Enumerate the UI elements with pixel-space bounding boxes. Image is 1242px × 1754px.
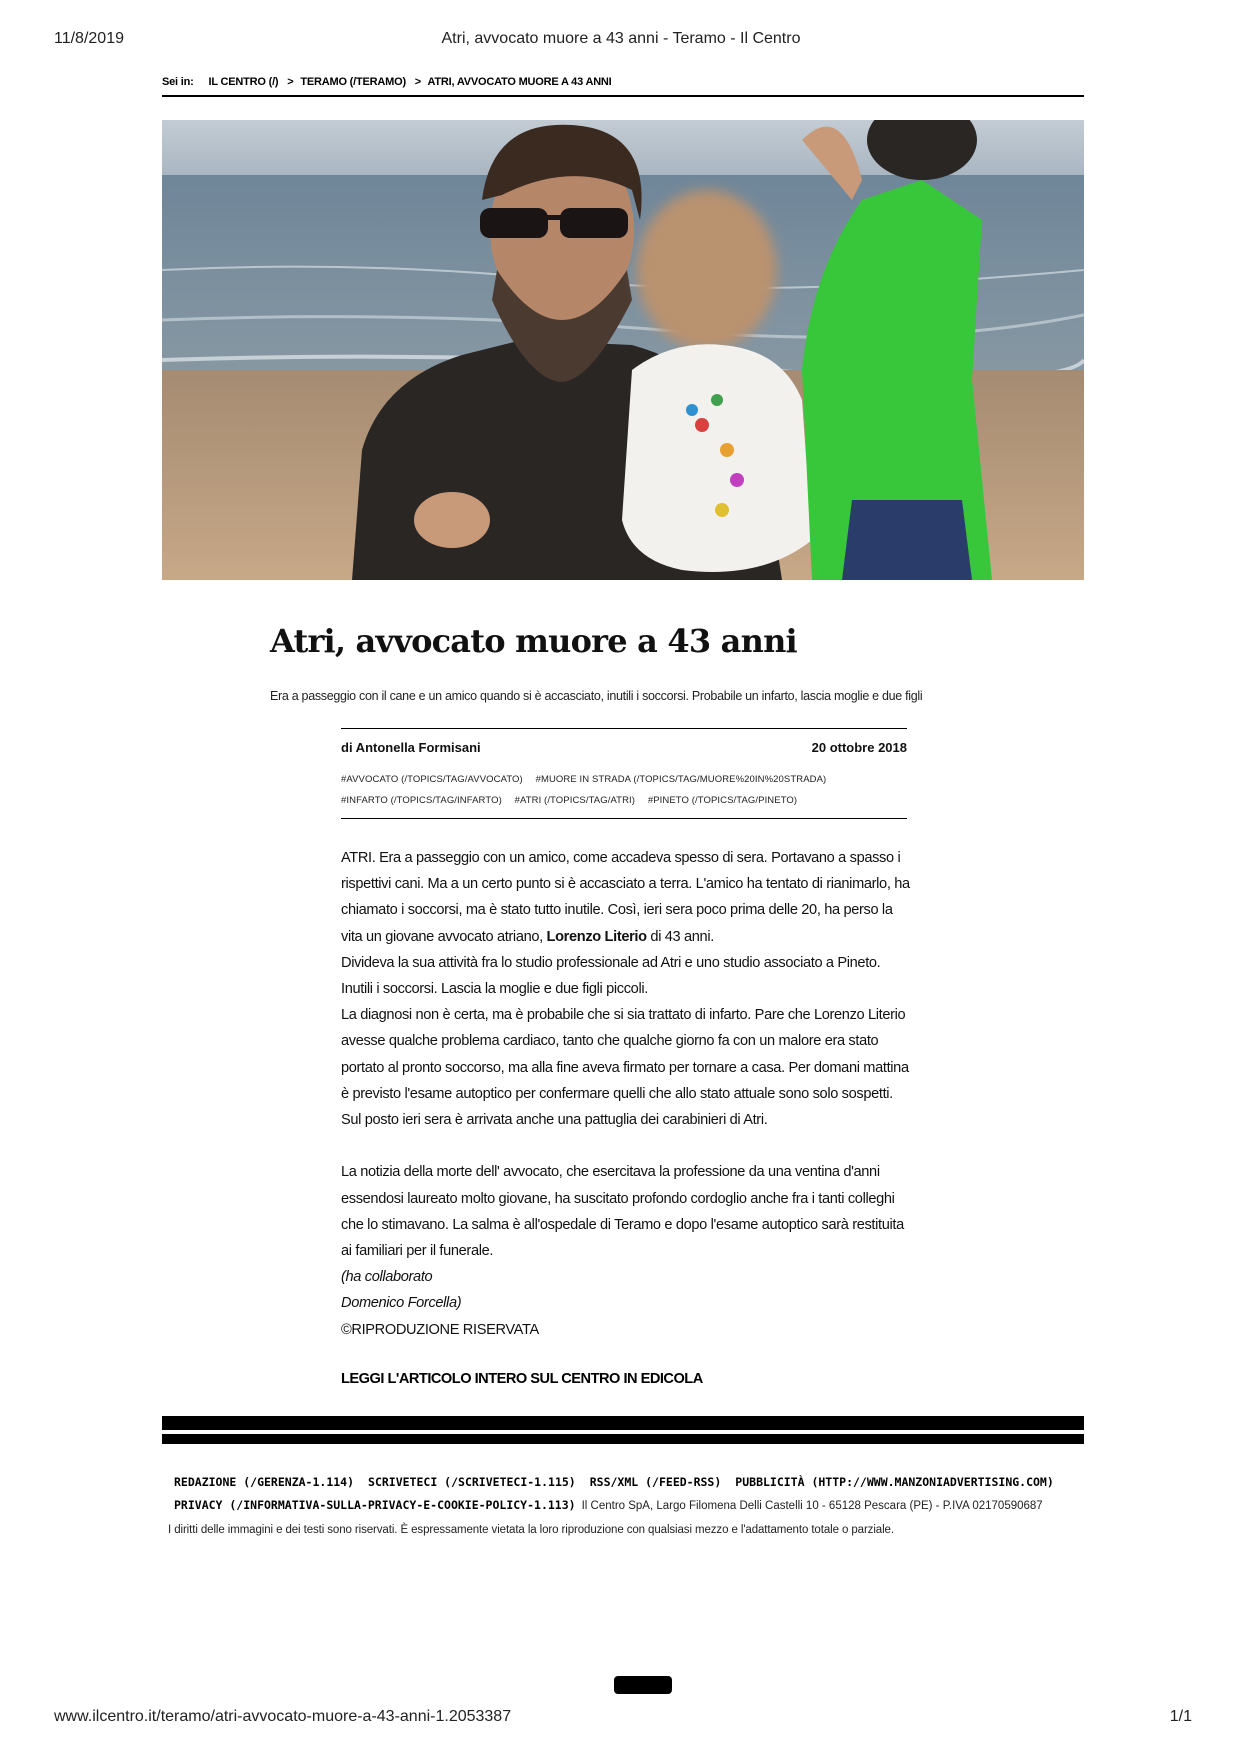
- footer-links: [174, 1471, 1074, 1518]
- article-body: [341, 845, 911, 1343]
- footer-link-rss[interactable]: RSS/XML (/FEED-RSS): [589, 1475, 722, 1489]
- footer-link-scriveteci[interactable]: SCRIVETECI (/SCRIVETECI-1.115): [368, 1475, 576, 1489]
- breadcrumb-item-home[interactable]: IL CENTRO (/): [208, 76, 279, 88]
- read-full-article-link[interactable]: LEGGI L'ARTICOLO INTERO SUL CENTRO IN EDICOLA: [341, 1371, 703, 1387]
- article-paragraph: Inutili i soccorsi. Lascia la moglie e due figli piccoli.: [341, 981, 648, 998]
- tag-list-row1: [341, 774, 907, 785]
- footer-company-info: Il Centro SpA, Largo Filomena Delli Castelli 10 - 65128 Pescara (PE) - P.IVA 02170590687: [581, 1500, 1043, 1512]
- breadcrumb-item-current: ATRI, AVVOCATO MUORE A 43 ANNI: [427, 76, 612, 88]
- hero-photo: [162, 120, 1084, 580]
- breadcrumb: [162, 76, 1084, 88]
- breadcrumb-separator: >: [414, 76, 422, 88]
- footer-links-row1: [174, 1471, 1074, 1494]
- tag-pineto[interactable]: #PINETO (/TOPICS/TAG/PINETO): [647, 795, 798, 806]
- paragraph-gap: [341, 1133, 911, 1159]
- article-paragraph: La diagnosi non è certa, ma è probabile che si sia trattato di infarto. Pare che Lorenzo Literio avesse qualche problema cardiaco, tanto che qualche giorno fa con un malore era stato portato al pronto soccorso, ma alla fine aveva firmato per tornare a casa. Per domani mattina è previsto l'esame autoptico per confermare quelli che allo stato attuale sono solo sospetti. Sul posto ieri sera è arrivata anche una pattuglia dei carabinieri di Atri.: [341, 1007, 909, 1129]
- meta-divider-top: [341, 728, 907, 729]
- credit-line: (ha collaborato: [341, 1269, 433, 1286]
- copyright-notice: ©RIPRODUZIONE RISERVATA: [341, 1321, 539, 1338]
- credit-line: Domenico Forcella): [341, 1295, 462, 1312]
- article-text: ATRI. Era a passeggio con un amico, come accadeva spesso di sera. Portavano a spasso i rispettivi cani. Ma a un certo punto si è accasciato a terra. L'amico ha tentato di rianimarlo, ha chiamato i soccorsi, ma è stato tutto inutile. Così, ieri sera poco prima delle 20, ha perso la vita un giovane avvocato atriano,: [341, 850, 910, 945]
- footer-band: [162, 1434, 1084, 1444]
- person-name: Lorenzo Literio: [546, 928, 647, 945]
- footer-link-privacy[interactable]: PRIVACY (/INFORMATIVA-SULLA-PRIVACY-E-COOKIE-POLICY-1.113): [174, 1498, 576, 1512]
- print-date: 11/8/2019: [54, 30, 124, 47]
- article-paragraph: [341, 845, 911, 950]
- scroll-pill: [614, 1676, 672, 1694]
- article-subtitle: Era a passeggio con il cane e un amico quando si è accasciato, inutili i soccorsi. Probabile un infarto, lascia moglie e due figli: [270, 689, 923, 703]
- breadcrumb-prefix: Sei in:: [162, 76, 194, 88]
- tag-infarto[interactable]: #INFARTO (/TOPICS/TAG/INFARTO): [341, 795, 502, 806]
- tag-avvocato[interactable]: #AVVOCATO (/TOPICS/TAG/AVVOCATO): [341, 774, 523, 785]
- article-paragraph: La notizia della morte dell' avvocato, che esercitava la professione da una ventina d'anni essendosi laureato molto giovane, ha suscitato profondo cordoglio anche fra i tanti colleghi che lo stimavano. La salma è all'ospedale di Teramo e dopo l'esame autoptico sarà restituita ai familiari per il funerale.: [341, 1164, 904, 1260]
- article-author: di Antonella Formisani: [341, 740, 481, 755]
- meta-divider-bottom: [341, 818, 907, 819]
- breadcrumb-separator: >: [287, 76, 294, 88]
- article-date: 20 ottobre 2018: [811, 740, 907, 755]
- breadcrumb-item-teramo[interactable]: TERAMO (/TERAMO): [300, 76, 406, 88]
- tag-atri[interactable]: #ATRI (/TOPICS/TAG/ATRI): [514, 795, 636, 806]
- tag-list-row2: [341, 795, 907, 806]
- footer-links-row2: [174, 1494, 1074, 1518]
- footer-rights: I diritti delle immagini e dei testi sono riservati. È espressamente vietata la loro riproduzione con qualsiasi mezzo e l'adattamento totale o parziale.: [168, 1524, 894, 1536]
- hero-photo-illustration: [162, 120, 1084, 580]
- print-page-number: 1/1: [1169, 1708, 1192, 1725]
- article-paragraph: Divideva la sua attività fra lo studio professionale ad Atri e uno studio associato a Pineto.: [341, 954, 881, 971]
- article-headline: Atri, avvocato muore a 43 anni: [270, 622, 797, 660]
- footer-band: [162, 1416, 1084, 1430]
- print-url: www.ilcentro.it/teramo/atri-avvocato-muore-a-43-anni-1.2053387: [54, 1708, 512, 1725]
- tag-muore-in-strada[interactable]: #MUORE IN STRADA (/TOPICS/TAG/MUORE%20IN%20STRADA): [535, 774, 827, 785]
- article-text: di 43 anni.: [650, 928, 714, 945]
- footer-link-redazione[interactable]: REDAZIONE (/GERENZA-1.114): [174, 1475, 355, 1489]
- print-page-title: Atri, avvocato muore a 43 anni - Teramo - Il Centro: [441, 30, 801, 47]
- header-divider: [162, 95, 1084, 97]
- footer-link-pubblicita[interactable]: PUBBLICITÀ (HTTP://WWW.MANZONIADVERTISING.COM): [735, 1475, 1054, 1489]
